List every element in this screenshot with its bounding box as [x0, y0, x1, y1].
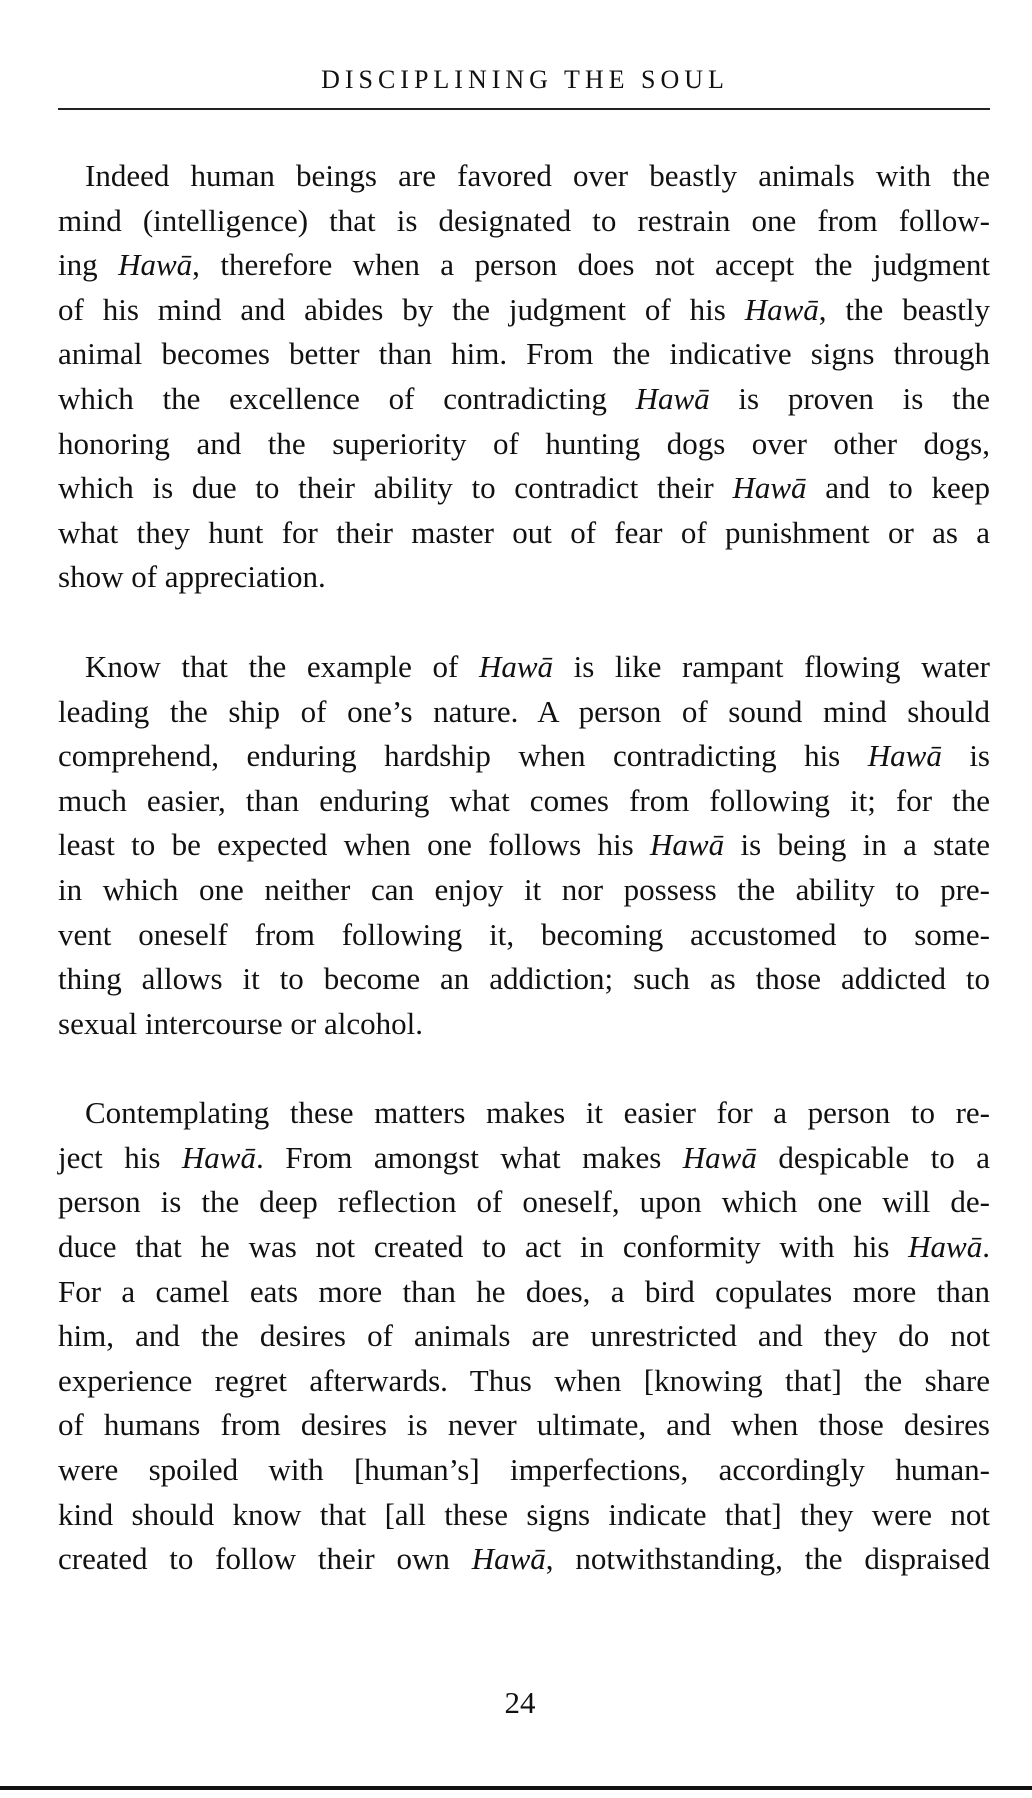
- text-run: Know that the example of: [85, 648, 479, 684]
- text-run: . From amongst what makes: [255, 1139, 683, 1175]
- header-rule: [58, 108, 990, 110]
- text-run: For a camel eats more than he does, a bird copulates more than: [58, 1273, 990, 1309]
- text-line: [58, 1537, 990, 1582]
- text-run: him, and the desires of animals are unrestricted and they do not: [58, 1318, 990, 1354]
- italic-term: Hawā: [478, 648, 554, 684]
- text-line: [58, 377, 990, 422]
- text-run: Indeed human beings are favored over beastly animals with the: [85, 158, 990, 193]
- italic-term: Hawā: [181, 1139, 256, 1175]
- text-run: experience regret afterwards. Thus when [knowing that] the share: [58, 1362, 990, 1398]
- italic-term: Hawā: [635, 380, 710, 416]
- text-run: , therefore when a person does not accept the judgment: [192, 247, 990, 283]
- paragraph-1: [58, 154, 990, 600]
- text-run: which the excellence of contradicting: [58, 380, 636, 416]
- body-text: [58, 154, 990, 1627]
- text-line: [58, 1314, 990, 1359]
- text-run: comprehend, enduring hardship when contradicting his: [58, 738, 868, 774]
- text-run: is: [941, 738, 990, 774]
- text-run: , the beastly: [818, 291, 991, 327]
- text-run: leading the ship of one’s nature. A person of sound mind should: [58, 693, 990, 729]
- text-line: [58, 734, 990, 779]
- running-head: DISCIPLINING THE SOUL: [321, 65, 729, 94]
- text-line: [58, 1270, 990, 1315]
- text-run: , notwithstanding, the dispraised: [545, 1541, 991, 1577]
- text-line: [58, 957, 990, 1002]
- text-line: [58, 1002, 990, 1047]
- text-run: Contemplating these matters makes it easier for a person to re-: [85, 1095, 990, 1131]
- text-run: sexual intercourse or alcohol.: [58, 1005, 423, 1041]
- text-run: least to be expected when one follows his: [58, 827, 651, 863]
- paragraph-3: [58, 1091, 990, 1582]
- text-line: [58, 823, 990, 868]
- page-number: 24: [504, 1685, 536, 1720]
- italic-term: Hawā: [744, 291, 819, 327]
- italic-term: Hawā: [471, 1541, 546, 1577]
- text-line: [58, 154, 990, 199]
- text-run: of his mind and abides by the judgment of his: [58, 291, 745, 327]
- italic-term: Hawā: [867, 738, 942, 774]
- bottom-edge-rule: [0, 1786, 1032, 1790]
- text-line: [58, 1225, 990, 1270]
- italic-term: Hawā: [682, 1139, 757, 1175]
- text-line: [58, 1180, 990, 1225]
- text-run: despicable to a: [756, 1139, 991, 1175]
- text-run: is proven is the: [709, 380, 990, 416]
- text-run: which is due to their ability to contradict their: [58, 470, 733, 506]
- text-line: [58, 288, 990, 333]
- text-run: is being in a state: [724, 827, 990, 863]
- text-run: duce that he was not created to act in conformity with his: [58, 1229, 909, 1265]
- text-run: of humans from desires is never ultimate, and when those desires: [58, 1407, 990, 1443]
- text-line: [58, 555, 990, 600]
- text-run: and to keep: [806, 470, 991, 506]
- text-run: mind (intelligence) that is designated to restrain one from follow-: [58, 202, 990, 238]
- italic-term: Hawā: [118, 247, 193, 283]
- text-line: [58, 422, 990, 467]
- text-line: [58, 466, 990, 511]
- text-run: were spoiled with [human’s] imperfections, accordingly human-: [58, 1452, 990, 1488]
- text-run: is like rampant flowing water: [553, 648, 990, 684]
- text-run: show of appreciation.: [58, 559, 326, 595]
- text-run: honoring and the superiority of hunting dogs over other dogs,: [58, 425, 990, 461]
- text-line: [58, 1448, 990, 1493]
- text-line: [58, 511, 990, 556]
- paragraph-2: [58, 645, 990, 1046]
- text-line: [58, 913, 990, 958]
- text-line: [58, 1403, 990, 1448]
- text-line: [58, 1136, 990, 1181]
- text-line: [58, 1091, 990, 1136]
- text-line: [58, 332, 990, 377]
- text-run: animal becomes better than him. From the indicative signs through: [58, 336, 990, 372]
- text-run: what they hunt for their master out of fear of punishment or as a: [58, 514, 990, 550]
- text-run: vent oneself from following it, becoming accustomed to some-: [58, 916, 990, 952]
- text-line: [58, 690, 990, 735]
- text-line: [58, 868, 990, 913]
- italic-term: Hawā: [908, 1229, 983, 1265]
- text-line: [58, 645, 990, 690]
- text-run: in which one neither can enjoy it nor possess the ability to pre-: [58, 871, 990, 907]
- text-line: [58, 1493, 990, 1538]
- text-line: [58, 243, 990, 288]
- text-run: .: [982, 1229, 990, 1265]
- italic-term: Hawā: [732, 470, 807, 506]
- text-run: ing: [58, 247, 119, 283]
- text-run: created to follow their own: [58, 1541, 472, 1577]
- text-line: [58, 1359, 990, 1404]
- text-line: [58, 779, 990, 824]
- text-run: much easier, than enduring what comes from following it; for the: [58, 782, 990, 818]
- text-run: ject his: [58, 1139, 182, 1175]
- text-run: thing allows it to become an addiction; such as those addicted to: [58, 961, 990, 997]
- text-run: kind should know that [all these signs indicate that] they were not: [58, 1496, 990, 1532]
- text-run: person is the deep reflection of oneself, upon which one will de-: [58, 1184, 990, 1220]
- italic-term: Hawā: [650, 827, 725, 863]
- text-line: [58, 199, 990, 244]
